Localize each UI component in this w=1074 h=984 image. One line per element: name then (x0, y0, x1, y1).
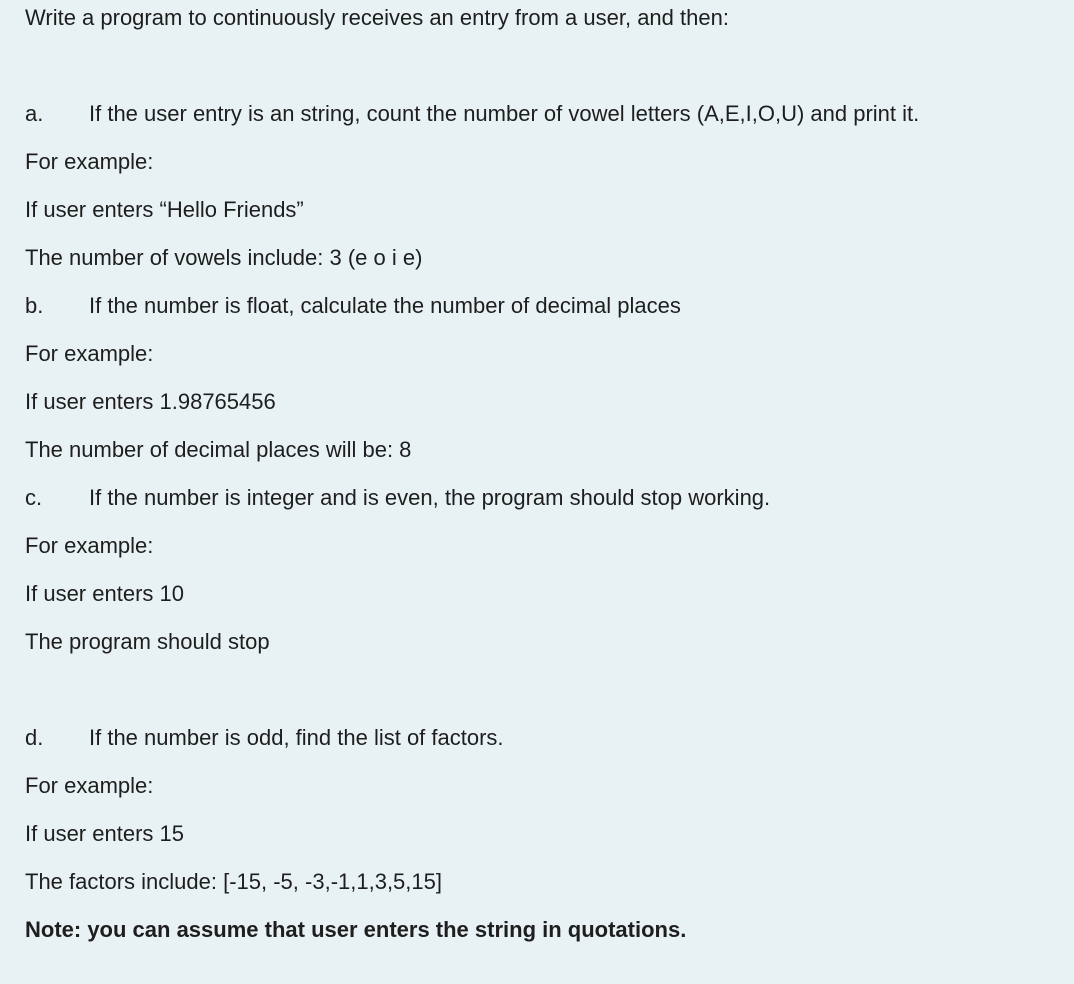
section-a-example-label: For example: (25, 149, 154, 174)
note-text: Note: you can assume that user enters the string in quotations. (25, 917, 687, 942)
intro-text: Write a program to continuously receives an entry from a user, and then: (25, 5, 729, 30)
section-a-output: The number of vowels include: 3 (e o i e) (25, 245, 423, 270)
section-c-letter: c. (25, 485, 43, 510)
section-d-title: If the number is odd, find the list of factors. (89, 725, 504, 750)
section-a-heading (25, 100, 919, 128)
section-a-letter: a. (25, 101, 44, 126)
section-c-output: The program should stop (25, 629, 270, 654)
section-b-example-label: For example: (25, 341, 154, 366)
section-a-input: If user enters “Hello Friends” (25, 197, 304, 222)
section-d-input: If user enters 15 (25, 821, 184, 846)
section-d-example-label: For example: (25, 773, 154, 798)
section-d-letter: d. (25, 725, 44, 750)
section-c-example-label: For example: (25, 533, 154, 558)
section-b-input: If user enters 1.98765456 (25, 389, 276, 414)
section-a-title: If the user entry is an string, count the number of vowel letters (A,E,I,O,U) and print it. (89, 101, 920, 126)
section-c-input: If user enters 10 (25, 581, 184, 606)
section-c-title: If the number is integer and is even, the program should stop working. (89, 485, 771, 510)
section-b-title: If the number is float, calculate the number of decimal places (89, 293, 681, 318)
section-d-heading (25, 724, 504, 752)
section-d-output: The factors include: [-15, -5, -3,-1,1,3,5,15] (25, 869, 442, 894)
section-c-heading (25, 484, 770, 512)
section-b-output: The number of decimal places will be: 8 (25, 437, 412, 462)
section-b-heading (25, 292, 681, 320)
section-b-letter: b. (25, 293, 44, 318)
